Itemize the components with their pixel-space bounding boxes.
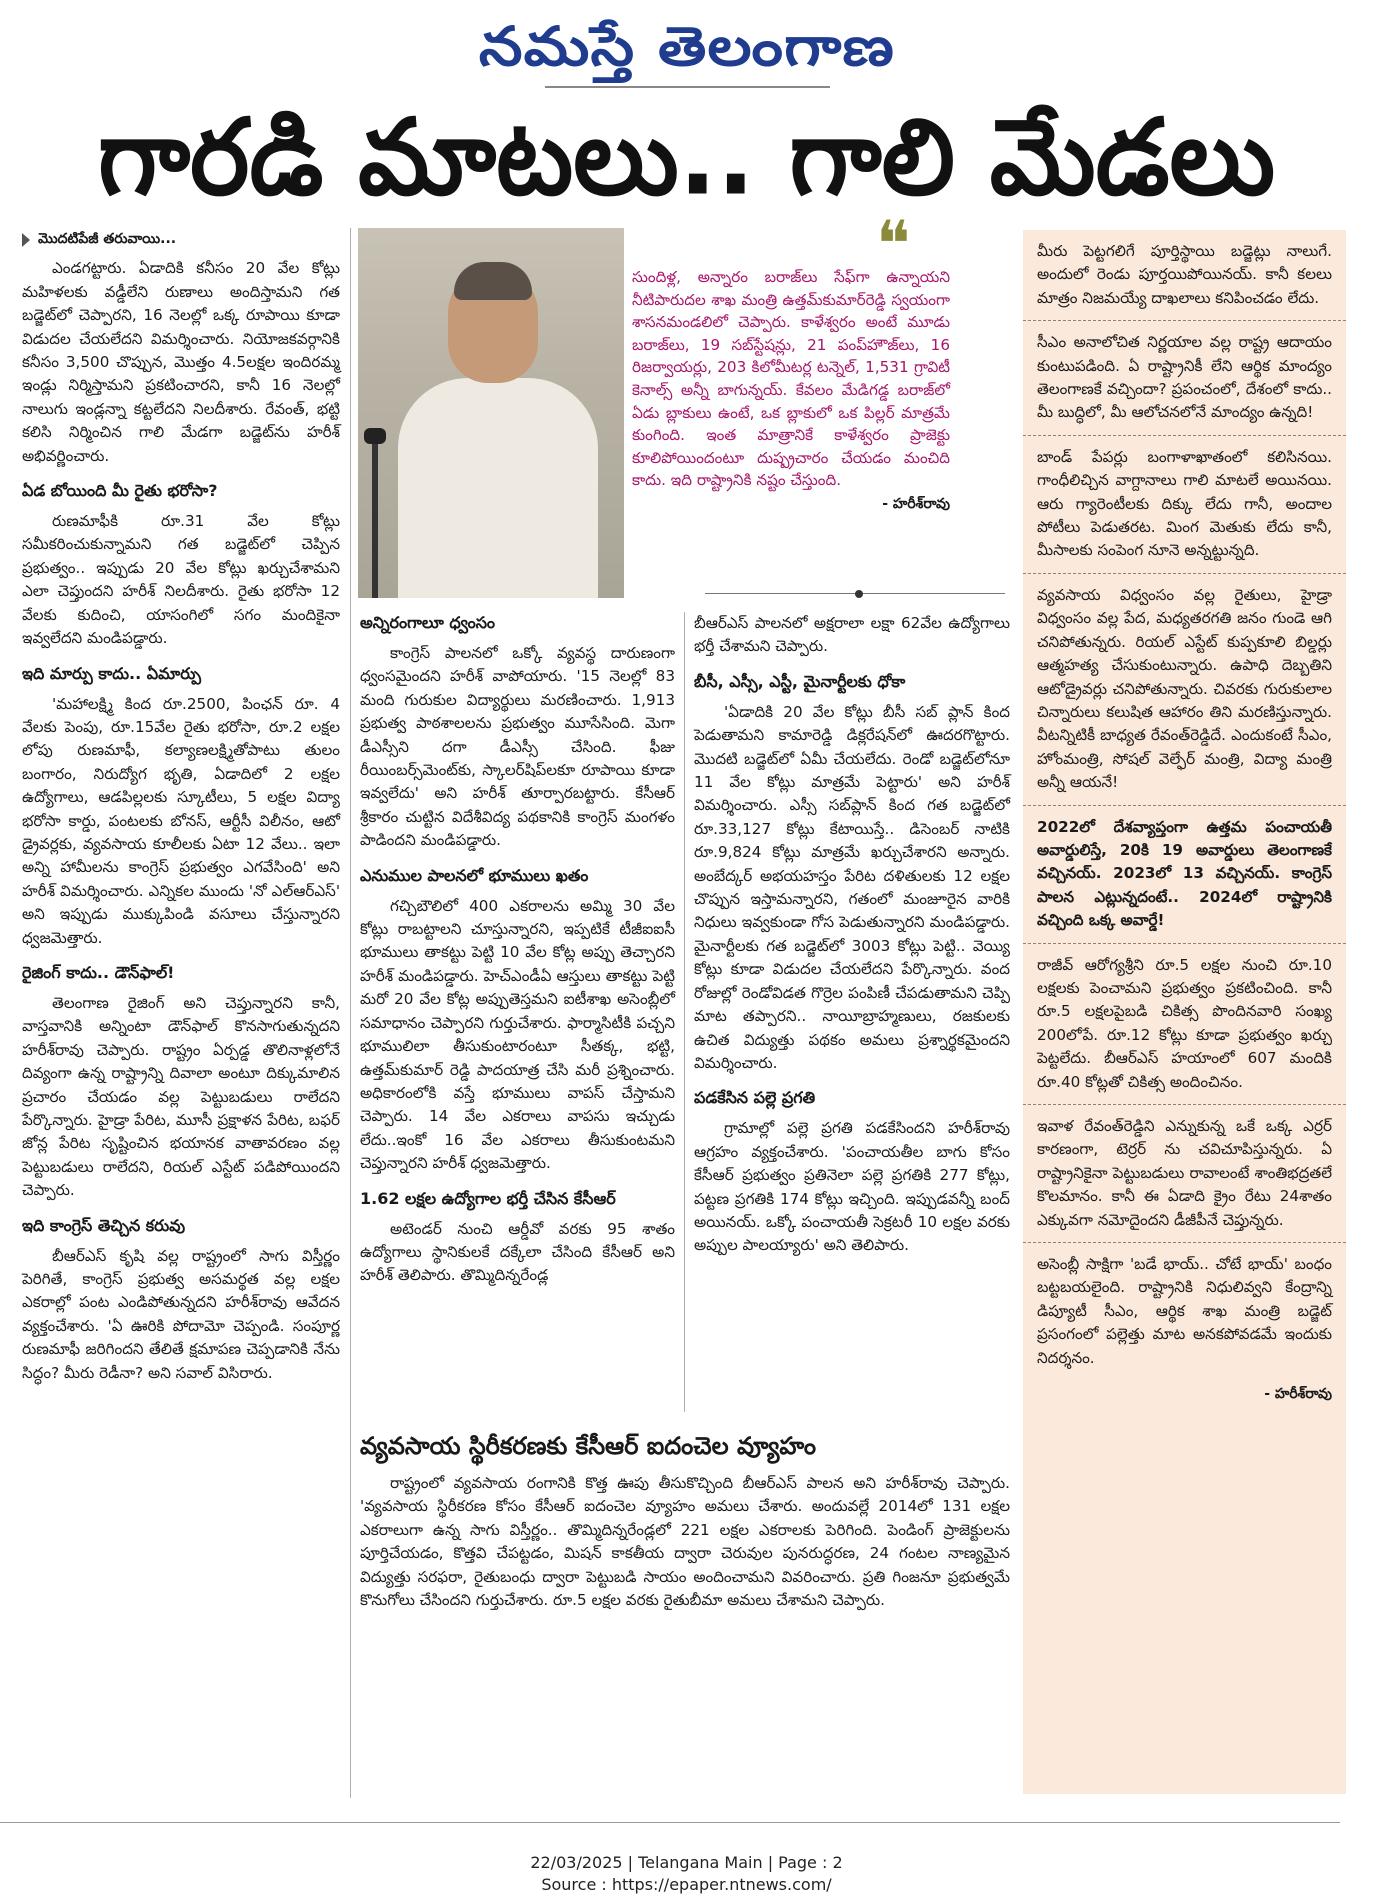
column-divider xyxy=(684,612,685,1412)
article-paragraph: తెలంగాణ రైజింగ్ అని చెప్తున్నారని కానీ, వాస్తవానికి అన్నింటా డౌన్‌ఫాల్ కొనసాగుతున్నదని హరీశ్‌రావు చెప్పారు. రాష్ట్రం ఏర్పడ్డ తొలినాళ్లలోనే దివ్యంగా ఉన్న రాష్ట్రాన్ని దివాలా అంటూ దిక్కుమాలిన ప్రచారం చేయడం వల్ల పెట్టుబడులు రాలేదని పేర్కొన్నారు. హైడ్రా పేరిట, మూసీ ప్రక్షాళన పేరిట, బఫర్ జోన్ల పేరిట సృష్టించిన భయానక వాతావరణం వల్ల పెట్టుబడులు రాలేదని, రియల్ ఎస్టేట్ పడిపోయిందని చెప్పారు. xyxy=(22,993,340,1200)
masthead-logo: నమస్తే తెలంగాణ xyxy=(478,14,895,78)
article-paragraph: బీఆర్ఎస్ కృషి వల్ల రాష్ట్రంలో సాగు విస్తీర్ణం పెరిగితే, కాంగ్రెస్ ప్రభుత్వ అసమర్థత వల్ల లక్షల ఎకరాల్లో పంట ఎండిపోతున్నదని హరీశ్‌రావు ఆవేదన వ్యక్తంచేశారు. 'ఏ ఊరికి పోదామో చెప్పండి. సంపూర్ణ రుణమాఫీ జరిగిందని తేలితే క్షమాపణ చెప్పడానికి నేను సిద్ధం? మీరు రెడీనా? అని సవాల్ విసిరారు. xyxy=(22,1246,340,1382)
sidebar-attribution: - హరీశ్‌రావు xyxy=(1264,1386,1332,1403)
photo-figure-body xyxy=(398,378,598,598)
microphone-icon xyxy=(372,438,378,598)
section-heading: ఏడ బోయింది మీ రైతు భరోసా? xyxy=(22,481,218,501)
section-heading: ఎనుముల పాలనలో భూములు ఖతం xyxy=(360,865,589,885)
continued-label xyxy=(22,228,340,251)
article-paragraph: కాంగ్రెస్ పాలనలో ఒక్కో వ్యవస్థ దారుణంగా ధ్వంసమైందని హరీశ్ వాపోయారు. '15 నెలల్లో 83 మంది గురుకుల విద్యార్థులు మరణించారు. 1,913 ప్రభుత్వ పాఠశాలలను ప్రభుత్వం మూసేసింది. మెగా డీఎస్సీని దగా డీఎస్సీ చేసింది. ఫీజు రీయింబర్స్‌మెంట్‌కు, స్కాలర్‌షిప్‌లకూ రూపాయి కూడా ఇవ్వలేదు' అని హరీశ్ తూర్పారబట్టారు. కేసీఆర్ శ్రీకారం చుట్టిన విదేశీవిద్య పథకానికి కాంగ్రెస్ మంగళం పాడిందని మండిపడ్డారు. xyxy=(360,644,675,850)
section-heading: ఇది మార్పు కాదు.. ఏమార్పు xyxy=(22,663,202,683)
footer-rule xyxy=(0,1822,1340,1823)
sidebar-quote: ఇవాళ రేవంత్‌రెడ్డిని ఎన్నుకున్న ఒకే ఒక్క ఎర్రర్ కారణంగా, టెర్రర్ ను చవిచూపిస్తున్నరు. ఏ రాష్ట్రానికైనా పెట్టుబడులు రావాలంటే శాంతిభద్రతలే కొలమానం. కానీ ఈ ఏడాది క్రైం రేటు 24శాతం ఎక్కువగా నమోదైందని డీజీపీనే చెప్తున్నరు. xyxy=(1023,1105,1346,1243)
article-paragraph: గచ్చిబౌలిలో 400 ఎకరాలను అమ్మి 30 వేల కోట్లు రాబట్టాలని చూస్తున్నారని, ఇప్పటికే టీజీఐఐసీ భూములు తాకట్టు పెట్టి 10 వేల కోట్ల అప్పు తెచ్చారని హరీశ్ మండిపడ్డారు. హెచ్ఎండీఏ ఆస్తులు తాకట్టు పెట్టి మరో 20 వేల కోట్ల అప్పుతెస్తమని ఐటీశాఖ అసెంబ్లీలో సమాధానం చెప్పారని గుర్తుచేశారు. ఫార్మాసిటీకి పచ్చని భూములిలా తీసుకుంటారంటూ సీతక్క, భట్టి, ఉత్తమ్‌కుమార్ రెడ్డి పాదయాత్ర చేసి మరీ ప్రశ్నించారు. అధికారంలోకి వస్తే భూములు వాపస్ చేస్తామని చెప్పారు. 14 వేల ఎకరాలు వాపసు ఇచ్చుడు లేదు..ఇంకో 16 వేల ఎకరాలు తీసుకుంటమని చెప్తున్నారని హరీశ్ ధ్వజమెత్తారు. xyxy=(360,896,675,1173)
sidebar-quote: వ్యవసాయ విధ్వంసం వల్ల రైతులు, హైడ్రా విధ్వంసం వల్ల పేద, మధ్యతరగతి జనం గుండె ఆగి చనిపోతున్నరు. రియల్ ఎస్టేట్ కుప్పకూలి బిల్డర్లు ఆత్మహత్య చేసుకుంటున్నారు. ఉపాధి దెబ్బతిని ఆటోడ్రైవర్లు చనిపోతున్నారు. చివరకు గురుకులాల చిన్నారులు కలుషిత ఆహారం తిని మరణిస్తున్నారు. వీటన్నిటికీ బాధ్యత రేవంత్‌రెడ్డిదే. ఎందుకంటే సీఎం, హోంమంత్రి, సోషల్ వెల్ఫేర్ మంత్రి, విద్యా మంత్రి అన్నీ ఆయనే! xyxy=(1023,574,1346,806)
quote-mark-icon: ❝ xyxy=(876,208,911,282)
quote-text: సుందిళ్ల, అన్నారం బరాజ్‌లు సేఫ్‌గా ఉన్నాయని నీటిపారుదల శాఖ మంత్రి ఉత్తమ్‌కుమార్‌రెడ్డి స్వయంగా శాసనమండలిలో చెప్పారు. కాళేశ్వరం అంటే మూడు బరాజ్‌లు, 19 సబ్‌స్టేషన్లు, 21 పంప్‌హౌజ్‌లు, 16 రిజర్వాయర్లు, 203 కిలోమీటర్ల టన్నెల్, 1,531 గ్రావిటీ కెనాల్స్ అన్నీ బాగున్నయ్. కేవలం మేడిగడ్డ బరాజ్‌లో ఏడు బ్లాకులు ఉంటే, ఒక బ్లాకులో ఒక పిల్లర్ మాత్రమే కుంగింది. ఇంత మాత్రానికే కాళేశ్వరం ప్రాజెక్టు కూలిపోయిందంటూ దుష్ప్రచారం చేయడం మంచిది కాదు. ఇది రాష్ట్రానికి నష్టం చేస్తుంది. xyxy=(632,268,950,490)
sidebar-quote: మీరు పెట్టగలిగే పూర్తిస్థాయి బడ్జెట్లు నాలుగే. అందులో రెండు పూర్తయిపోయినయ్. కానీ కలలు మాత్రం నిజమయ్యే దాఖలాలు కనిపించడం లేదు. xyxy=(1023,230,1346,321)
section-heading: 1.62 లక్షల ఉద్యోగాల భర్తీ చేసిన కేసీఆర్ xyxy=(360,1188,616,1208)
footer-source: Source : https://epaper.ntnews.com/ xyxy=(541,1875,832,1894)
column-2 xyxy=(360,612,675,1294)
article-paragraph: 'ఏడాదికి 20 వేల కోట్లు బీసీ సబ్ ప్లాన్ కింద పెడుతామని కామారెడ్డి డిక్లరేషన్‌లో ఊదరగొట్టారు. మొదటి బడ్జెట్‌లో ఏమీ చేయలేదు. రెండో బడ్జెట్‌లోనూ 11 వేల కోట్లు మాత్రమే పెట్టారు' అని హరీశ్ విమర్శించారు. ఎస్సీ సబ్‌ప్లాన్ కింద గత బడ్జెట్‌లో రూ.33,127 కోట్లు కేటాయిస్తే.. డిసెంబర్ నాటికి రూ.9,824 కోట్లు మాత్రమే ఖర్చుచేశారని అన్నారు. అంబేద్కర్ అభయహస్తం పేరిట దళితులకు 12 లక్షల చొప్పున ఇస్తామన్నారని, గతంలో మంజూరైన వారికి నిధులు ఇవ్వకుండా గోస పెడుతున్నారని మండిపడ్డారు. మైనార్టీలకు గత బడ్జెట్‌లో 3003 కోట్లు పెట్టి.. వెయ్యి కోట్లు కూడా విడుదల చేయలేదని పేర్కొన్నారు. వంద రోజుల్లో రెండోవిడత గొర్రెల పంపిణీ చేపడుతామని చెప్పి మాట తప్పారని.. నాయీబ్రాహ్మణులు, రజకులకు ఉచిత విద్యుత్తు పథకం అమలు ప్రశ్నార్థకమైందని విమర్శించారు. xyxy=(694,702,1010,1072)
section-heading: ఇది కాంగ్రెస్ తెచ్చిన కరువు xyxy=(22,1215,186,1235)
main-headline: గారడి మాటలు.. గాలి మేడలు xyxy=(97,96,1276,219)
column-divider xyxy=(350,228,351,1798)
masthead xyxy=(0,14,1373,92)
sidebar-quote: అసెంబ్లీ సాక్షిగా 'బడే భాయ్.. చోటే భాయ్' బంధం బట్టబయలైంది. రాష్ట్రానికి నిధులివ్వని కేంద్రాన్ని డిప్యూటీ సీఎం, ఆర్థిక శాఖ మంత్రి బడ్జెట్ ప్రసంగంలో పల్లెత్తు మాట అనకపోవడమే ఇందుకు నిదర్శనం. xyxy=(1037,1255,1332,1367)
sidebar-quotes xyxy=(1023,230,1346,1794)
column-1 xyxy=(22,228,340,1391)
microphone-head-icon xyxy=(364,428,386,444)
section-heading: రైజింగ్ కాదు.. డౌన్‌ఫాల్! xyxy=(22,962,175,982)
article-paragraph: బీఆర్ఎస్ పాలనలో అక్షరాలా లక్షా 62వేల ఉద్యోగాలు భర్తీ చేశామని చెప్పారు. xyxy=(694,614,1010,656)
article-paragraph: 'మహాలక్ష్మి కింద రూ.2500, పింఛన్ రూ. 4 వేలకు పెంపు, రూ.15వేల రైతు భరోసా, రూ.2 లక్షల లోపు రుణమాఫీ, కల్యాణలక్ష్మితోపాటు తులం బంగారం, నిరుద్యోగ భృతి, ఏడాదిలో 2 లక్షల ఉద్యోగాలు, ఆడపిల్లలకు స్కూటీలు, 5 లక్షల విద్యా భరోసా కార్డు, పంటలకు బోనస్, ఆర్టీసీ విలీనం, ఆటో డ్రైవర్లకు, వ్యవసాయ కూలీలకు ఏటా 12 వేలు.. ఇలా అన్ని హామీలను కాంగ్రెస్ ప్రభుత్వం ఎగవేసింది' అని హరీశ్ విమర్శించారు. ఎన్నికల ముందు 'నో ఎల్ఆర్ఎస్' అని ఇప్పుడు ముక్కుపిండి వసూలు చేస్తున్నారని ధ్వజమెత్తారు. xyxy=(22,694,340,947)
section-heading: అన్నిరంగాలూ ధ్వంసం xyxy=(360,613,496,632)
masthead-rule xyxy=(545,86,830,88)
speaker-photo xyxy=(358,228,624,598)
article-paragraph: గ్రామాల్లో పల్లె ప్రగతి పడకేసిందని హరీశ్‌రావు ఆగ్రహం వ్యక్తంచేశారు. 'పంచాయతీల బాగు కోసం కేసీఆర్ ప్రభుత్వం ప్రతినెలా పల్లె ప్రగతికి 277 కోట్లు, పట్టణ ప్రగతికి 174 కోట్లు ఇచ్చింది. ఇప్పుడవన్నీ బంద్ అయినయ్. ఒక్కో పంచాయతీ సెక్రటరీ 10 లక్షల వరకు అప్పుల పాలయ్యారు' అని తెలిపారు. xyxy=(694,1119,1010,1255)
section-heading: పడకేసిన పల్లె ప్రగతి xyxy=(694,1088,816,1108)
sidebar-quote: సీఎం అనాలోచిత నిర్ణయాల వల్ల రాష్ట్ర ఆదాయం కుంటుపడింది. ఏ రాష్ట్రానికీ లేని ఆర్థిక మాంద్యం తెలంగాణకే వచ్చిందా? ప్రపంచంలో, దేశంలో కాదు.. మీ బుద్ధిలో, మీ ఆలోచనలోనే మాంద్యం ఉన్నది! xyxy=(1023,321,1346,436)
bottom-article xyxy=(360,1472,1010,1612)
sidebar-quote: 2022లో దేశవ్యాప్తంగా ఉత్తమ పంచాయతీ అవార్డులిస్తే, 20కి 19 అవార్డులు తెలంగాణకే వచ్చినయ్. 2023లో 13 వచ్చినయ్. కాంగ్రెస్ పాలన ఎట్లున్నదంటే.. 2024లో రాష్ట్రానికి వచ్చింది ఒక్క అవార్డే! xyxy=(1023,806,1346,944)
sidebar-quote: బాండ్ పేపర్లు బంగాళాఖాతంలో కలిసినయి. గాంధీలిచ్చిన వాగ్దానాలు గాలి మాటలే అయినయి. ఆరు గ్యారెంటీలకు దిక్కు లేదు గానీ, అందాల పోటీలు పెడుతరట. మింగ మెతుకు లేదు కానీ, మీసాలకు సంపెంగ నూనె అన్నట్టున్నది. xyxy=(1023,436,1346,574)
footer-edition-info: 22/03/2025 | Telangana Main | Page : 2 xyxy=(530,1853,843,1872)
sub-headline: వ్యవసాయ స్థిరీకరణకు కేసీఆర్ ఐదంచెల వ్యూహం xyxy=(360,1432,817,1460)
article-paragraph: అటెండర్ నుంచి ఆర్డీవో వరకు 95 శాతం ఉద్యోగాలు స్థానికులకే దక్కేలా చేసింది కేసీఆర్ అని హరీశ్ తెలిపారు. తొమ్మిదిన్నరేండ్ల xyxy=(360,1219,675,1285)
continued-text: మొదటిపేజీ తరువాయి... xyxy=(38,231,177,247)
article-paragraph: ఎండగట్టారు. ఏడాదికి కనీసం 20 వేల కోట్లు మహిళలకు వడ్డీలేని రుణాలు అందిస్తామని గత బడ్జెట్‌లో చెప్పారని, 16 నెలల్లో ఒక్క రూపాయి కూడా విడుదల చేయలేదని విమర్శించారు. నియోజకవర్గానికి కనీసం 3,500 చొప్పున, మొత్తం 4.5లక్షల ఇందిరమ్మ ఇండ్లు నిర్మిస్తామని ప్రకటించారని, కానీ 16 నెలల్లో నాలుగు ఇండ్లన్నా కట్టలేదని నిలదీశారు. రేవంత్, భట్టి కలిసి నిర్మించిన గాలి మేడగా బడ్జెట్‌ను హరీశ్ అభివర్ణించారు. xyxy=(22,259,340,465)
sidebar-quote: రాజీవ్ ఆరోగ్యశ్రీని రూ.5 లక్షల నుంచి రూ.10 లక్షలకు పెంచామని ప్రభుత్వం ప్రకటించింది. కానీ రూ.5 లక్షలపైబడి చికిత్స పొందినవారి సంఖ్య 200లోపే. రూ.12 కోట్లు కూడా ప్రభుత్వం ఖర్చు పెట్టలేదు. బీఆర్ఎస్ హయాంలో 607 మందికి రూ.40 కోట్లతో చికిత్స అందించినం. xyxy=(1023,944,1346,1105)
quote-attribution: - హరీశ్‌రావు xyxy=(882,495,950,512)
footer xyxy=(0,1852,1373,1896)
column-3 xyxy=(694,612,1010,1264)
article-paragraph: రాష్ట్రంలో వ్యవసాయ రంగానికి కొత్త ఊపు తీసుకొచ్చింది బీఆర్ఎస్ పాలన అని హరీశ్‌రావు చెప్పారు. 'వ్యవసాయ స్థిరీకరణ కోసం కేసీఆర్ ఐదంచెల వ్యూహం అమలు చేశారు. అందువల్లే 2014లో 131 లక్షల ఎకరాలుగా ఉన్న సాగు విస్తీర్ణం.. తొమ్మిదిన్నరేండ్లలో 221 లక్షల ఎకరాలకు పెరిగింది. పెండింగ్ ప్రాజెక్టులను పూర్తిచేయడం, కొత్తవి చేపట్టడం, మిషన్ కాకతీయ ద్వారా చెరువుల పునరుద్ధరణ, 24 గంటల నాణ్యమైన విద్యుత్తు సరఫరా, రైతుబంధు ద్వారా పెట్టుబడి సాయం అందించామని వివరించారు. ప్రతి గింజనూ ప్రభుత్వమే కొనుగోలు చేసిందని గుర్తుచేశారు. రూ.5 లక్షల వరకు రైతుబీమా అమలు చేశామని చెప్పారు. xyxy=(360,1474,1010,1610)
article-paragraph: రుణమాఫీకి రూ.31 వేల కోట్లు సమీకరించుకున్నామని గత బడ్జెట్‌లో చెప్పిన ప్రభుత్వం.. ఇప్పుడు 20 వేల కోట్లు ఖర్చుచేశామని ఎలా చెప్తుందని హరీశ్ నిలదీశారు. రైతు భరోసా 12 వేలకు కుదించి, యాసంగిలో సగం మందికైనా ఇవ్వలేదని మండిపడ్డారు. xyxy=(22,512,340,648)
arrow-right-icon xyxy=(22,233,30,247)
section-heading: బీసీ, ఎస్సీ, ఎస్టీ, మైనార్టీలకు ధోకా xyxy=(694,671,906,691)
quote-dot-icon xyxy=(855,590,863,598)
pull-quote xyxy=(632,208,950,515)
photo-figure-hair xyxy=(454,262,532,300)
